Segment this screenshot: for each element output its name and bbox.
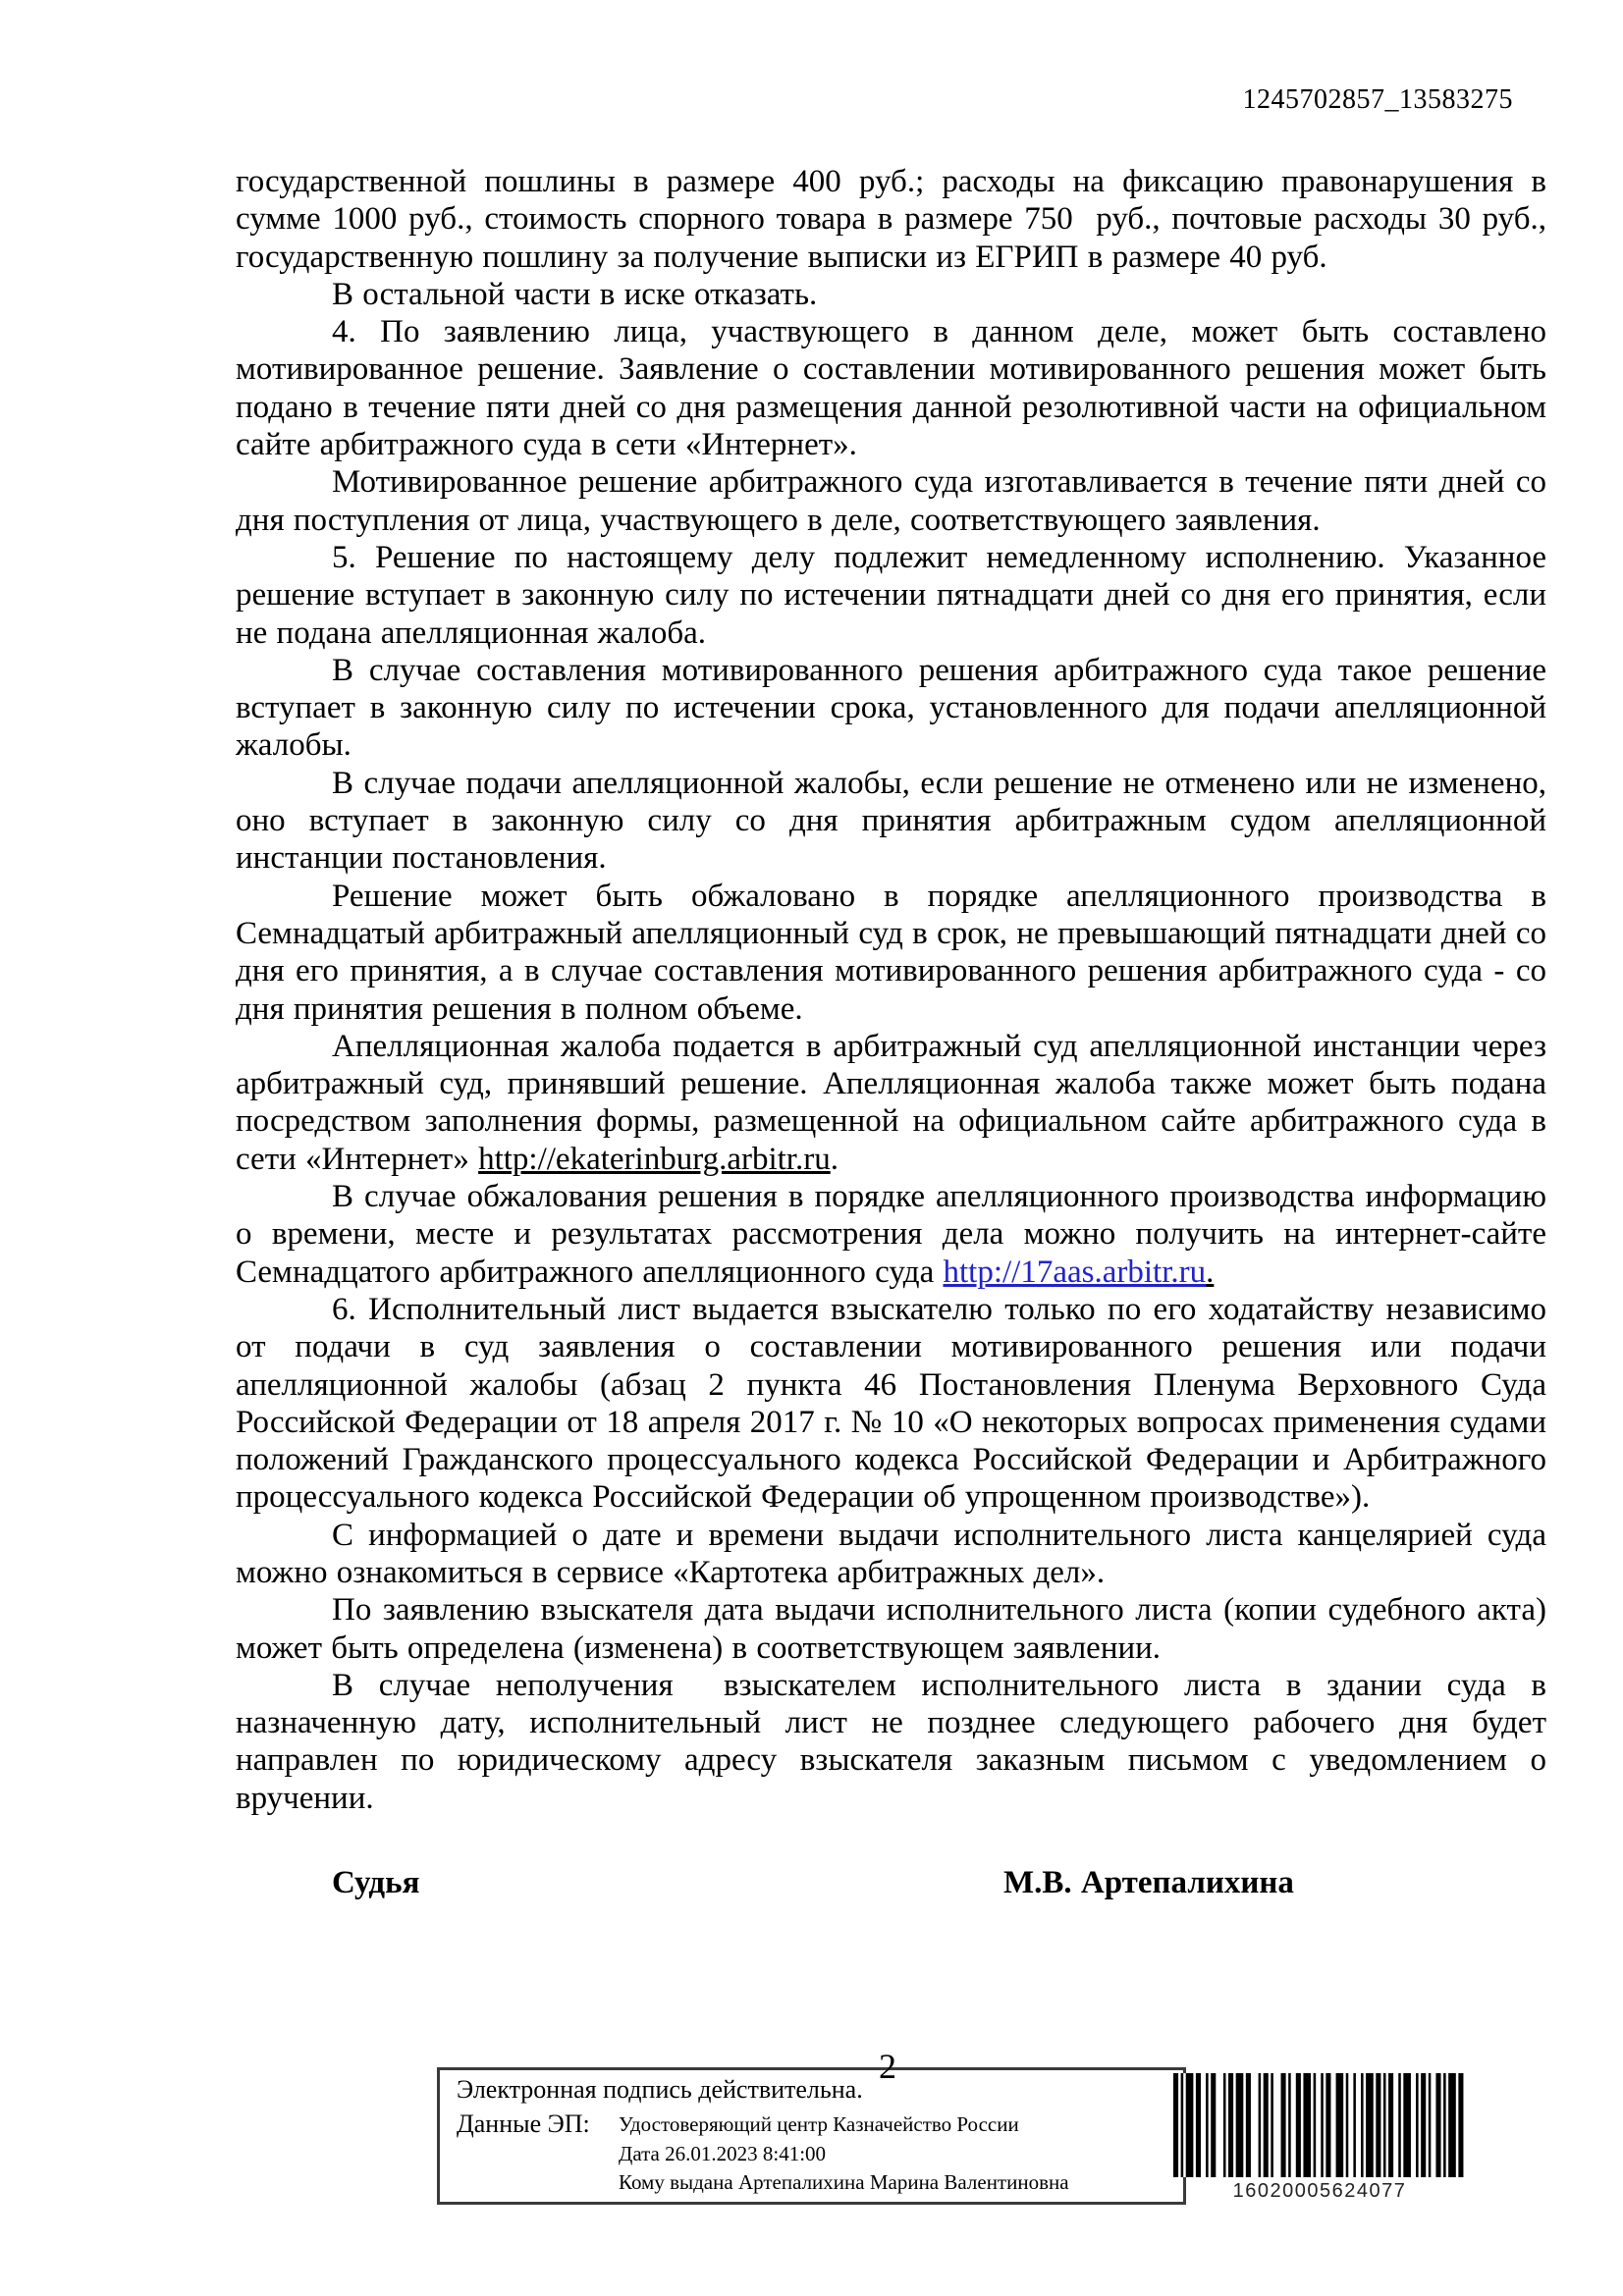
ekaterinburg-arbitr-link[interactable]: http://ekaterinburg.arbitr.ru <box>478 1141 831 1177</box>
text-segment: 5. Решение по настоящему делу подлежит немедленному исполнению. Указанное решение вступает в законную силу по истечении пятнадцати дней со дня его принятия, если не подана апелляционная жалоба. <box>236 539 1546 651</box>
page-number: 2 <box>879 2047 896 2086</box>
document-paragraph <box>236 1291 1546 1517</box>
text-segment: Мотивированное решение арбитражного суда изготавливается в течение пяти дней со дня поступления от лица, участвующего в деле, соответствующего заявления. <box>236 464 1546 538</box>
17aas-arbitr-link[interactable]: http://17aas.arbitr.ru <box>943 1254 1207 1290</box>
document-paragraph <box>236 1517 1546 1592</box>
stamp-validity-text: Электронная подпись действительна. <box>457 2075 863 2104</box>
stamp-issued-to: Кому выдана Артепалихина Марина Валентиновна <box>619 2170 1069 2194</box>
text-segment: . <box>830 1141 839 1177</box>
stamp-certification-center: Удостоверяющий центр Казначейство России <box>619 2112 1019 2136</box>
text-segment: В остальной части в иске отказать. <box>332 276 818 312</box>
document-paragraph <box>236 1028 1546 1178</box>
text-segment: Решение может быть обжаловано в порядке апелляционного производства в Семнадцатый арбитражный апелляционный суд в срок, не превышающий пятнадцати дней со дня его принятия, а в случае составления мотивированного решения арбитражного суда - со дня принятия решения в полном объеме. <box>236 878 1546 1027</box>
text-segment: По заявлению взыскателя дата выдачи исполнительного листа (копии судебного акта) может быть определена (изменена) в соответствующем заявлении. <box>236 1592 1546 1666</box>
signature-stamp <box>437 2067 1186 2205</box>
barcode-number: 16020005624077 <box>1232 2180 1407 2202</box>
stamp-data-label: Данные ЭП: <box>457 2109 590 2138</box>
text-segment: государственной пошлины в размере 400 руб.; расходы на фиксацию правонарушения в сумме 1000 руб., стоимость спорного товара в размере 750 руб., почтовые расходы 30 руб., государственную пошлину за получение выписки из ЕГРИП в размере 40 руб. <box>236 164 1546 275</box>
judge-label: Судья <box>332 1865 420 1901</box>
barcode <box>1173 2073 1466 2177</box>
document-id: 1245702857_13583275 <box>1242 84 1513 115</box>
document-paragraph <box>236 276 1546 313</box>
document-paragraph <box>236 463 1546 539</box>
judge-name: М.В. Артепалихина <box>1003 1865 1294 1901</box>
text-block <box>236 163 1546 1905</box>
text-segment: В случае неполучения взыскателем исполнительного листа в здании суда в назначенную дату, исполнительный лист не позднее следующего рабочего дня будет направлен по юридическому адресу взыскателя заказным письмом с уведомлением о вручении. <box>236 1667 1546 1816</box>
text-segment: С информацией о дате и времени выдачи исполнительного листа канцелярией суда можно ознакомиться в сервисе «Картотека арбитражных дел». <box>236 1517 1546 1590</box>
document-paragraph <box>236 1591 1546 1667</box>
document-paragraph <box>236 1178 1546 1291</box>
document-paragraph <box>236 163 1546 276</box>
text-segment: В случае подачи апелляционной жалобы, если решение не отменено или не изменено, оно вступает в законную силу со дня принятия арбитражным судом апелляционной инстанции постановления. <box>236 765 1546 877</box>
stamp-date: Дата 26.01.2023 8:41:00 <box>619 2141 827 2165</box>
stamp-data-values <box>619 2110 1069 2198</box>
signature-row <box>236 1864 1546 1905</box>
document-paragraph <box>236 765 1546 878</box>
document-paragraph <box>236 652 1546 765</box>
document-paragraph <box>236 313 1546 463</box>
document-paragraph <box>236 878 1546 1028</box>
text-segment: Апелляционная жалоба подается в арбитражный суд апелляционной инстанции через арбитражный суд, принявший решение. Апелляционная жалоба также может быть подана посредством заполнения формы, размещенной на официальном сайте арбитражного суда в сети «Интернет» <box>236 1028 1546 1177</box>
17aas-arbitr-link-period[interactable]: . <box>1206 1254 1215 1290</box>
text-segment: В случае обжалования решения в порядке апелляционного производства информацию о времени, месте и результатах рассмотрения дела можно получить на интернет-сайте Семнадцатого арбитражного апелляционного суда <box>236 1179 1546 1290</box>
text-segment: 4. По заявлению лица, участвующего в данном деле, может быть составлено мотивированное решение. Заявление о составлении мотивированного решения может быть подано в течение пяти дней со дня размещения данной резолютивной части на официальном сайте арбитражного суда в сети «Интернет». <box>236 314 1546 463</box>
document-paragraph <box>236 539 1546 652</box>
text-segment: 6. Исполнительный лист выдается взыскателю только по его ходатайству независимо от подачи в суд заявления о составлении мотивированного решения или подачи апелляционной жалобы (абзац 2 пункта 46 Постановления Пленума Верховного Суда Российской Федерации от 18 апреля 2017 г. № 10 «О некоторых вопросах применения судами положений Гражданского процессуального кодекса Российской Федерации и Арбитражного процессуального кодекса Российской Федерации об упрощенном производстве»). <box>236 1291 1546 1516</box>
document-paragraph <box>236 1667 1546 1817</box>
paragraphs-container <box>236 163 1546 1817</box>
text-segment: В случае составления мотивированного решения арбитражного суда такое решение вступает в законную силу по истечении срока, установленного для подачи апелляционной жалобы. <box>236 652 1546 764</box>
